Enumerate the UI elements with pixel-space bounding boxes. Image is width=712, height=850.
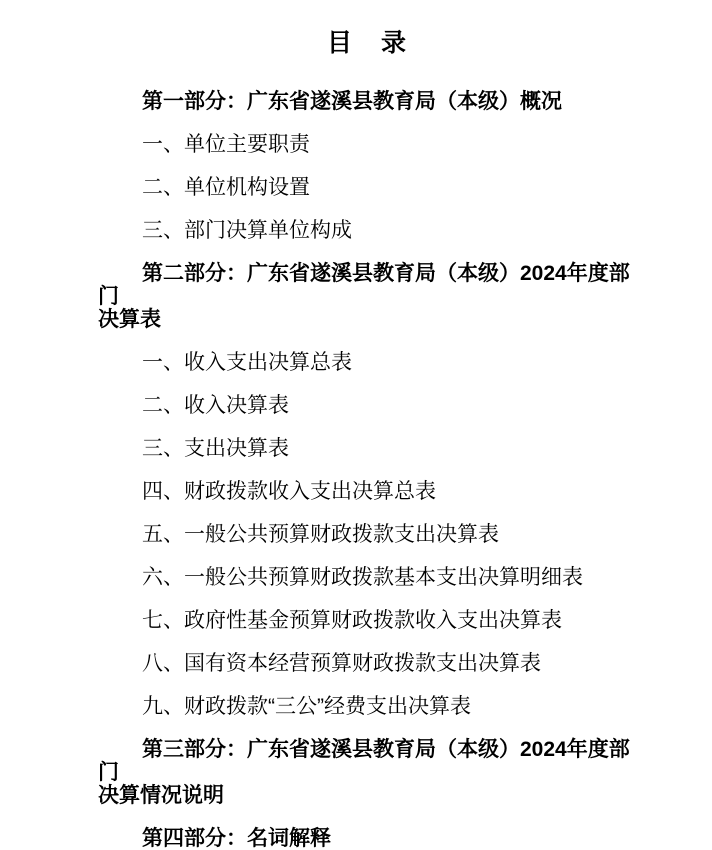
toc-line: 第四部分：名词解释 xyxy=(142,827,331,850)
toc-line: 一、单位主要职责 xyxy=(142,133,310,156)
toc-line: 五、一般公共预算财政拨款支出决算表 xyxy=(142,523,499,546)
toc-item-part2-6 xyxy=(98,566,637,589)
toc-item-part1-1 xyxy=(98,133,637,156)
section-heading-part4 xyxy=(98,827,637,850)
toc-line: 第三部分：广东省遂溪县教育局（本级）2024年度部门 xyxy=(98,738,630,784)
toc-item-part2-1 xyxy=(98,351,637,374)
toc-line: 九、财政拨款“三公”经费支出决算表 xyxy=(142,695,471,718)
toc-item-part1-2 xyxy=(98,176,637,199)
toc-line: 三、部门决算单位构成 xyxy=(142,219,352,242)
toc-item-part2-8 xyxy=(98,652,637,675)
toc-item-part2-3 xyxy=(98,437,637,460)
toc-line: 二、单位机构设置 xyxy=(142,176,310,199)
toc-item-part2-5 xyxy=(98,523,637,546)
toc-line: 一、收入支出决算总表 xyxy=(142,351,352,374)
toc-line: 第二部分：广东省遂溪县教育局（本级）2024年度部门 xyxy=(98,262,630,308)
toc-line: 七、政府性基金预算财政拨款收入支出决算表 xyxy=(142,609,562,632)
toc-item-part2-9 xyxy=(98,695,637,718)
toc-item-part2-7 xyxy=(98,609,637,632)
toc-line-continuation: 决算表 xyxy=(98,308,161,331)
toc-item-part1-3 xyxy=(98,219,637,242)
toc-line: 第一部分：广东省遂溪县教育局（本级）概况 xyxy=(142,90,562,113)
section-heading-part2 xyxy=(98,262,637,331)
section-heading-part3 xyxy=(98,738,637,807)
toc-line: 四、财政拨款收入支出决算总表 xyxy=(142,480,436,503)
page-title: 目 录 xyxy=(326,29,408,57)
toc-line: 八、国有资本经营预算财政拨款支出决算表 xyxy=(142,652,541,675)
toc-line: 三、支出决算表 xyxy=(142,437,289,460)
toc-line-continuation: 决算情况说明 xyxy=(98,784,224,807)
toc-item-part2-4 xyxy=(98,480,637,503)
toc-item-part2-2 xyxy=(98,394,637,417)
toc-line: 六、一般公共预算财政拨款基本支出决算明细表 xyxy=(142,566,583,589)
section-heading-part1 xyxy=(98,90,637,113)
toc-line: 二、收入决算表 xyxy=(142,394,289,417)
